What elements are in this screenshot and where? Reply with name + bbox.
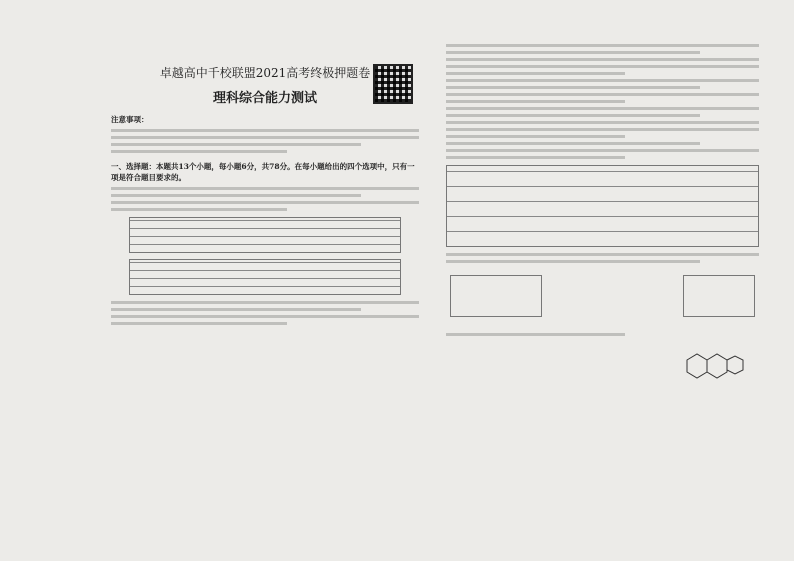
text-line — [446, 100, 625, 103]
text-line — [446, 93, 759, 96]
text-line — [446, 128, 759, 131]
text-line — [446, 142, 700, 145]
text-line — [446, 65, 759, 68]
notice-heading: 注意事项： — [111, 115, 149, 124]
text-line — [446, 253, 759, 256]
text-line — [111, 129, 419, 132]
text-line — [111, 315, 419, 318]
text-line — [446, 121, 759, 124]
text-line — [111, 143, 361, 146]
text-line — [111, 308, 361, 311]
text-line — [111, 150, 287, 153]
exam-title: 卓越高中千校联盟2021高考终极押题卷 — [159, 66, 371, 80]
text-line — [446, 58, 759, 61]
text-line — [446, 333, 625, 336]
apparatus-diagram — [450, 275, 542, 317]
right-page — [440, 40, 765, 550]
text-line — [446, 260, 700, 263]
electrolysis-cell-diagram — [683, 275, 755, 317]
text-line — [111, 187, 419, 190]
molecule-structure-icon — [677, 340, 747, 392]
text-line — [446, 156, 625, 159]
text-line — [446, 51, 700, 54]
text-line — [446, 86, 700, 89]
text-line — [446, 149, 759, 152]
data-table — [129, 259, 401, 295]
text-line — [446, 135, 625, 138]
qr-code-icon — [373, 64, 413, 104]
subject-title: 理科综合能力测试 — [212, 91, 317, 106]
text-line — [446, 44, 759, 47]
text-line — [111, 301, 419, 304]
text-line — [446, 79, 759, 82]
text-line — [446, 72, 625, 75]
text-line — [111, 136, 419, 139]
text-line — [446, 114, 700, 117]
text-line — [111, 194, 361, 197]
text-line — [111, 201, 419, 204]
left-page — [105, 40, 425, 550]
experiment-table — [446, 165, 759, 247]
section1-heading: 一、选择题：本题共13个小题，每小题6分，共78分。在每小题给出的四个选项中，只有一项是符合题目要求的。 — [111, 162, 415, 182]
data-table — [129, 217, 401, 253]
text-line — [111, 208, 287, 211]
text-line — [446, 107, 759, 110]
text-line — [111, 322, 287, 325]
